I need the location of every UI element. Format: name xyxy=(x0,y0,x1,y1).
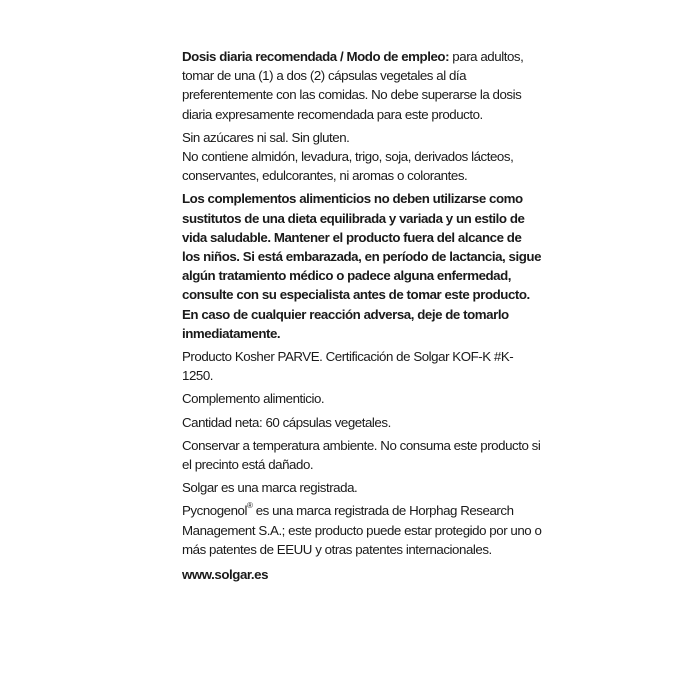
free-from-line-1: Sin azúcares ni sal. Sin gluten. xyxy=(182,129,350,145)
trademark-notice: Solgar es una marca registrada. xyxy=(182,480,358,496)
registered-symbol: ® xyxy=(247,501,253,511)
warning-paragraph: Los complementos alimenticios no deben utilizarse como sustitutos de una dieta equilibrada y variada y un estilo de vida saludable. Mantener el producto fuera del alcance de los niños. Si está embarazada, en período de lactancia, sigue algún tratamiento médico o padece alguna enfermedad, consulte con su especialista antes de tomar este producto. En caso de cualquier reacción adversa, deje de tomarlo inmediatamente. xyxy=(182,191,542,341)
dosage-heading: Dosis diaria recomendada / Modo de empleo: xyxy=(182,49,450,64)
product-label-text xyxy=(182,47,542,588)
kosher-certification: Producto Kosher PARVE. Certificación de Solgar KOF-K #K-1250. xyxy=(182,349,514,384)
pycnogenol-name: Pycnogenol xyxy=(182,503,247,519)
pycnogenol-text: es una marca registrada de Horphag Research Management S.A.; este producto puede estar protegido por uno o más patentes de EEUU y otras patentes internacionales. xyxy=(182,503,542,557)
storage-instructions: Conservar a temperatura ambiente. No consuma este producto si el precinto está dañado. xyxy=(182,437,541,473)
pycnogenol-notice xyxy=(182,501,542,559)
free-from-line-2: No contiene almidón, levadura, trigo, soja, derivados lácteos, conservantes, edulcorantes, ni aromas o colorantes. xyxy=(182,149,514,184)
product-category: Complemento alimenticio. xyxy=(182,391,325,407)
net-quantity: Cantidad neta: 60 cápsulas vegetales. xyxy=(182,414,391,430)
dosage-text: para adultos, tomar de una (1) a dos (2) cápsulas vegetales al día preferentemente con las comidas. No debe superarse la dosis diaria expresamente recomendada para este producto. xyxy=(182,49,524,122)
website-url: www.solgar.es xyxy=(182,567,269,583)
dosage-paragraph xyxy=(182,47,542,124)
